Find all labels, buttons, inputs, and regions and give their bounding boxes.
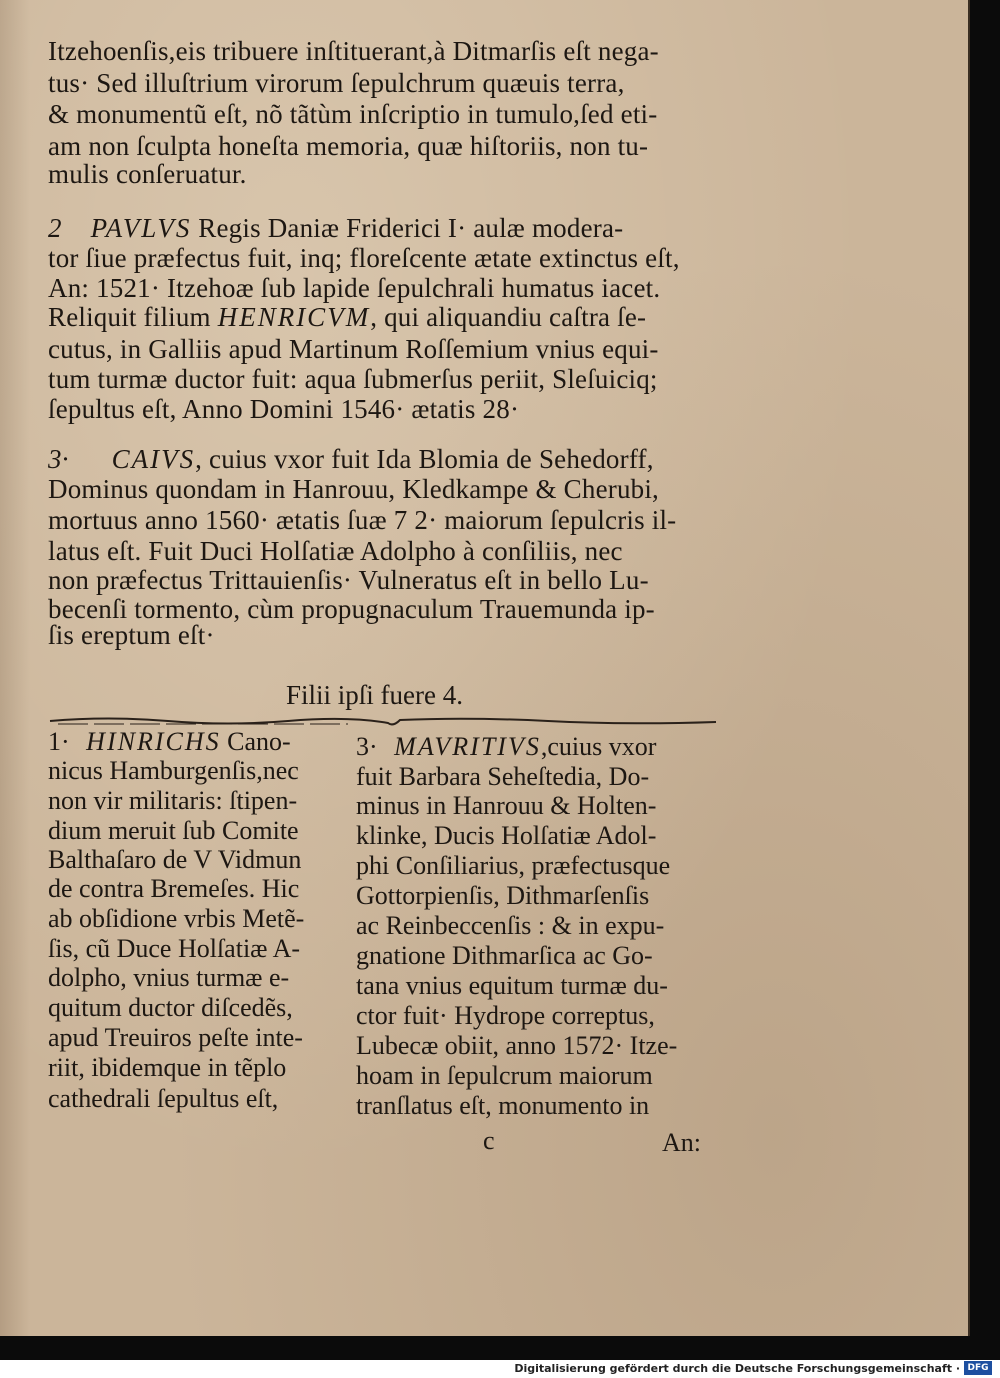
text-line: ac Reinbeccenſis : & in expu-: [356, 911, 665, 940]
ornamental-rule: [48, 715, 718, 727]
text-line: An: 1521· Itzehoæ ſub lapide ſepulchrali humatus iacet.: [48, 273, 661, 303]
column-first-line: [356, 733, 656, 761]
text-fragment: , qui aliquandiu caſtra ſe-: [370, 302, 647, 332]
text-line: dolpho, vnius turmæ e-: [48, 963, 290, 992]
text-line: riit, ibidemque in tẽplo: [48, 1053, 287, 1082]
text-fragment: ,cuius vxor: [540, 732, 657, 761]
entry-number: 3·: [356, 732, 378, 761]
text-line: klinke, Ducis Holſatiæ Adol-: [356, 821, 657, 850]
text-line: non præfectus Trittauienſis· Vulneratus eſt in bello Lu-: [48, 565, 649, 595]
text-line: minus in Hanrouu & Holten-: [356, 791, 657, 820]
text-fragment: , cuius vxor fuit Ida Blomia de Sehedorff,: [195, 444, 654, 474]
text-line: am non ſculpta honeſta memoria, quæ hiſtoriis, non tu-: [48, 131, 649, 161]
catchword: An:: [662, 1128, 701, 1157]
text-line: becenſi tormento, cùm propugnaculum Trauemunda ip-: [48, 594, 655, 624]
text-line: tana vnius equitum turmæ du-: [356, 971, 668, 1000]
text-line: mortuus anno 1560· ætatis ſuæ 7 2· maiorum ſepulcris il-: [48, 505, 677, 535]
entry-number: 1·: [48, 727, 70, 756]
text-line: ſis ereptum eſt·: [48, 620, 215, 650]
text-line: ctor fuit· Hydrope correptus,: [356, 1001, 655, 1030]
text-line: tranſlatus eſt, monumento in: [356, 1091, 650, 1120]
text-fragment: Cano-: [220, 727, 291, 756]
footer-credit: Digitalisierung gefördert durch die Deutsche Forschungsgemeinschaft ·: [514, 1362, 960, 1375]
text-line: de contra Bremeſes. Hic: [48, 874, 300, 903]
signature-mark: c: [483, 1126, 495, 1155]
paragraph-first-line: [48, 213, 623, 243]
text-line: cutus, in Galliis apud Martinum Roſſemium vnius equi-: [48, 334, 659, 364]
person-name: HENRICVM: [217, 302, 371, 332]
text-line: tor ſiue præfectus fuit, inq; floreſcente ætate extinctus eſt,: [48, 243, 680, 273]
text-line: Balthaſaro de V Vidmun: [48, 845, 302, 874]
text-line: ab obſidione vrbis Metẽ-: [48, 904, 305, 933]
text-line: quitum ductor diſcedẽs,: [48, 993, 293, 1022]
text-line: mulis conſeruatur.: [48, 159, 247, 189]
text-line: latus eſt. Fuit Duci Holſatiæ Adolpho à conſiliis, nec: [48, 536, 623, 566]
text-line: gnatione Dithmarſica ac Go-: [356, 941, 653, 970]
text-line: non vir militaris: ſtipen-: [48, 786, 298, 815]
text-line: hoam in ſepulcrum maiorum: [356, 1061, 653, 1090]
person-name: PAVLVS: [90, 213, 192, 243]
text-line: Lubecæ obiit, anno 1572· Itze-: [356, 1031, 678, 1060]
text-line: Itzehoenſis,eis tribuere inſtituerant,à Ditmarſis eſt nega-: [48, 36, 659, 66]
text-line: & monumentũ eſt, nõ tãtùm inſcriptio in tumulo,ſed eti-: [48, 99, 658, 129]
text-line: tus· Sed illuſtrium virorum ſepulchrum quæuis terra,: [48, 68, 625, 98]
text-line: tum turmæ ductor fuit: aqua ſubmerſus periit, Sleſuiciq;: [48, 364, 658, 394]
text-line: apud Treuiros peſte inte-: [48, 1023, 303, 1052]
entry-number: 2: [48, 213, 62, 243]
person-name: HINRICHS: [86, 727, 221, 756]
section-heading: Filii ipſi fuere 4.: [286, 680, 463, 710]
paragraph-first-line: [48, 444, 654, 474]
person-name: MAVRITIVS: [394, 732, 541, 761]
text-line: nicus Hamburgenſis,nec: [48, 756, 299, 785]
text-line: [48, 302, 646, 332]
text-fragment: Regis Daniæ Friderici I· aulæ modera-: [191, 213, 624, 243]
entry-number: 3·: [48, 444, 69, 474]
text-line: ſis, cũ Duce Holſatiæ A-: [48, 934, 301, 963]
text-line: Dominus quondam in Hanrouu, Kledkampe & Cherubi,: [48, 474, 660, 504]
text-line: dium meruit ſub Comite: [48, 816, 299, 845]
text-line: Gottorpienſis, Dithmarſenſis: [356, 881, 650, 910]
text-line: ſepultus eſt, Anno Domini 1546· ætatis 28·: [48, 394, 520, 424]
text-line: phi Conſiliarius, præfectusque: [356, 851, 671, 880]
person-name: CAIVS: [111, 444, 196, 474]
text-line: cathedrali ſepultus eſt,: [48, 1084, 279, 1113]
dfg-logo-icon: DFG: [964, 1361, 992, 1375]
text-fragment: Reliquit filium: [48, 302, 218, 332]
column-first-line: [48, 728, 291, 756]
text-line: fuit Barbara Seheſtedia, Do-: [356, 762, 650, 791]
